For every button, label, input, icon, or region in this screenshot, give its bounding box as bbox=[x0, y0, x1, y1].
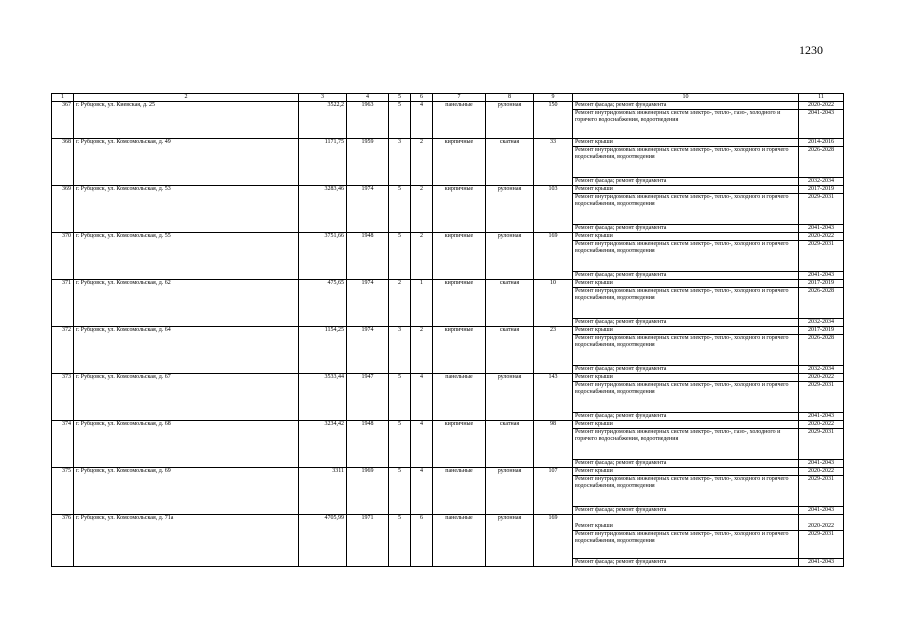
roof-cell: скатная bbox=[486, 327, 534, 374]
repair-work-cell: Ремонт фасада; ремонт фундамента bbox=[573, 413, 799, 421]
address-cell: г. Рубцовск, ул. Комсомольская, д. 69 bbox=[74, 468, 299, 515]
column-header: 8 bbox=[486, 94, 534, 102]
repair-period-cell: 2020-2022 bbox=[799, 515, 844, 531]
year-cell: 1974 bbox=[347, 327, 389, 374]
walls-cell: кирпичные bbox=[433, 233, 486, 280]
repair-work-cell: Ремонт крыши bbox=[573, 327, 799, 335]
entrances-cell: 4 bbox=[411, 374, 433, 421]
year-cell: 1974 bbox=[347, 186, 389, 233]
area-cell: 3234,42 bbox=[299, 421, 347, 468]
entrances-cell: 4 bbox=[411, 102, 433, 139]
floors-cell: 5 bbox=[389, 468, 411, 515]
page-number: 1230 bbox=[799, 43, 823, 57]
repair-work-cell: Ремонт внутридомовых инженерных систем электро-, тепло-, холодного и горячего водоснабжения, водоотведения bbox=[573, 531, 799, 559]
table-row bbox=[52, 327, 844, 335]
walls-cell: кирпичные bbox=[433, 139, 486, 186]
row-number: 371 bbox=[52, 280, 74, 327]
entrances-cell: 1 bbox=[411, 280, 433, 327]
repair-work-cell: Ремонт фасада; ремонт фундамента bbox=[573, 366, 799, 374]
repair-work-cell: Ремонт крыши bbox=[573, 421, 799, 429]
repair-schedule-table bbox=[51, 93, 844, 567]
row-number: 375 bbox=[52, 468, 74, 515]
row-number: 370 bbox=[52, 233, 74, 280]
table-row bbox=[52, 186, 844, 194]
area-cell: 4705,99 bbox=[299, 515, 347, 567]
repair-work-cell: Ремонт крыши bbox=[573, 280, 799, 288]
row-number: 373 bbox=[52, 374, 74, 421]
repair-work-cell: Ремонт фасада; ремонт фундамента bbox=[573, 178, 799, 186]
walls-cell: панельные bbox=[433, 468, 486, 515]
repair-period-cell: 2029-2031 bbox=[799, 194, 844, 225]
entrances-cell: 2 bbox=[411, 233, 433, 280]
column-header: 2 bbox=[74, 94, 299, 102]
year-cell: 1959 bbox=[347, 139, 389, 186]
roof-cell: рулонная bbox=[486, 102, 534, 139]
area-cell: 3533,44 bbox=[299, 374, 347, 421]
table-row bbox=[52, 515, 844, 531]
repair-work-cell: Ремонт внутридомовых инженерных систем электро-, тепло-, газо-, холодного и горячего водоснабжения, водоотведения bbox=[573, 110, 799, 139]
repair-work-cell: Ремонт фасада; ремонт фундамента bbox=[573, 319, 799, 327]
address-cell: г. Рубцовск, ул. Комсомольская, д. 55 bbox=[74, 233, 299, 280]
repair-work-cell: Ремонт внутридомовых инженерных систем электро-, тепло-, холодного и горячего водоснабжения, водоотведения bbox=[573, 476, 799, 507]
roof-cell: скатная bbox=[486, 421, 534, 468]
column-header: 9 bbox=[534, 94, 573, 102]
walls-cell: панельные bbox=[433, 102, 486, 139]
roof-cell: скатная bbox=[486, 139, 534, 186]
apartments-cell: 98 bbox=[534, 421, 573, 468]
table-row bbox=[52, 233, 844, 241]
repair-period-cell: 2026-2028 bbox=[799, 288, 844, 319]
roof-cell: рулонная bbox=[486, 233, 534, 280]
area-cell: 3522,2 bbox=[299, 102, 347, 139]
table-row bbox=[52, 421, 844, 429]
repair-work-cell: Ремонт фасада; ремонт фундамента bbox=[573, 559, 799, 567]
address-cell: г. Рубцовск, ул. Комсомольская, д. 67 bbox=[74, 374, 299, 421]
table-row bbox=[52, 139, 844, 147]
floors-cell: 5 bbox=[389, 233, 411, 280]
repair-work-cell: Ремонт фасада; ремонт фундамента bbox=[573, 272, 799, 280]
repair-period-cell: 2020-2022 bbox=[799, 374, 844, 382]
area-cell: 475,65 bbox=[299, 280, 347, 327]
column-header: 4 bbox=[347, 94, 389, 102]
walls-cell: кирпичные bbox=[433, 327, 486, 374]
apartments-cell: 169 bbox=[534, 515, 573, 567]
address-cell: г. Рубцовск, ул. Киевская, д. 25 bbox=[74, 102, 299, 139]
repair-period-cell: 2029-2031 bbox=[799, 241, 844, 272]
apartments-cell: 169 bbox=[534, 233, 573, 280]
repair-work-cell: Ремонт внутридомовых инженерных систем электро-, тепло-, холодного и горячего водоснабжения, водоотведения bbox=[573, 194, 799, 225]
repair-work-cell: Ремонт фасада; ремонт фундамента bbox=[573, 102, 799, 110]
row-number: 372 bbox=[52, 327, 74, 374]
repair-period-cell: 2029-2031 bbox=[799, 429, 844, 460]
address-cell: г. Рубцовск, ул. Комсомольская, д. 71а bbox=[74, 515, 299, 567]
repair-period-cell: 2032-2034 bbox=[799, 178, 844, 186]
repair-period-cell: 2041-2043 bbox=[799, 225, 844, 233]
area-cell: 3751,66 bbox=[299, 233, 347, 280]
repair-period-cell: 2020-2022 bbox=[799, 102, 844, 110]
table-row bbox=[52, 374, 844, 382]
roof-cell: рулонная bbox=[486, 468, 534, 515]
entrances-cell: 4 bbox=[411, 421, 433, 468]
repair-period-cell: 2029-2031 bbox=[799, 382, 844, 413]
repair-work-cell: Ремонт внутридомовых инженерных систем электро-, тепло-, холодного и горячего водоснабжения, водоотведения bbox=[573, 241, 799, 272]
roof-cell: рулонная bbox=[486, 374, 534, 421]
entrances-cell: 4 bbox=[411, 468, 433, 515]
repair-period-cell: 2026-2028 bbox=[799, 335, 844, 366]
year-cell: 1974 bbox=[347, 280, 389, 327]
address-cell: г. Рубцовск, ул. Комсомольская, д. 64 bbox=[74, 327, 299, 374]
repair-work-cell: Ремонт внутридомовых инженерных систем электро-, тепло-, холодного и горячего водоснабжения, водоотведения bbox=[573, 382, 799, 413]
apartments-cell: 103 bbox=[534, 186, 573, 233]
year-cell: 1971 bbox=[347, 515, 389, 567]
repair-period-cell: 2041-2043 bbox=[799, 559, 844, 567]
repair-period-cell: 2017-2019 bbox=[799, 327, 844, 335]
table-row bbox=[52, 468, 844, 476]
entrances-cell: 2 bbox=[411, 186, 433, 233]
floors-cell: 5 bbox=[389, 186, 411, 233]
apartments-cell: 143 bbox=[534, 374, 573, 421]
repair-work-cell: Ремонт крыши bbox=[573, 515, 799, 531]
repair-work-cell: Ремонт внутридомовых инженерных систем электро-, тепло-, холодного и горячего водоснабжения, водоотведения bbox=[573, 147, 799, 178]
entrances-cell: 2 bbox=[411, 327, 433, 374]
roof-cell: скатная bbox=[486, 280, 534, 327]
repair-period-cell: 2020-2022 bbox=[799, 468, 844, 476]
area-cell: 3311 bbox=[299, 468, 347, 515]
roof-cell: рулонная bbox=[486, 515, 534, 567]
repair-work-cell: Ремонт крыши bbox=[573, 468, 799, 476]
repair-period-cell: 2041-2043 bbox=[799, 507, 844, 515]
repair-work-cell: Ремонт фасада; ремонт фундамента bbox=[573, 507, 799, 515]
repair-period-cell: 2041-2043 bbox=[799, 460, 844, 468]
column-header: 7 bbox=[433, 94, 486, 102]
address-cell: г. Рубцовск, ул. Комсомольская, д. 62 bbox=[74, 280, 299, 327]
apartments-cell: 23 bbox=[534, 327, 573, 374]
column-header: 5 bbox=[389, 94, 411, 102]
column-header: 3 bbox=[299, 94, 347, 102]
repair-period-cell: 2014-2016 bbox=[799, 139, 844, 147]
walls-cell: кирпичные bbox=[433, 280, 486, 327]
repair-period-cell: 2041-2043 bbox=[799, 413, 844, 421]
repair-period-cell: 2029-2031 bbox=[799, 531, 844, 559]
year-cell: 1963 bbox=[347, 102, 389, 139]
repair-work-cell: Ремонт крыши bbox=[573, 139, 799, 147]
address-cell: г. Рубцовск, ул. Комсомольская, д. 53 bbox=[74, 186, 299, 233]
floors-cell: 5 bbox=[389, 421, 411, 468]
address-cell: г. Рубцовск, ул. Комсомольская, д. 68 bbox=[74, 421, 299, 468]
repair-period-cell: 2041-2043 bbox=[799, 110, 844, 139]
repair-work-cell: Ремонт внутридомовых инженерных систем электро-, тепло-, холодного и горячего водоснабжения, водоотведения bbox=[573, 288, 799, 319]
year-cell: 1947 bbox=[347, 374, 389, 421]
repair-work-cell: Ремонт крыши bbox=[573, 233, 799, 241]
row-number: 374 bbox=[52, 421, 74, 468]
table-row bbox=[52, 102, 844, 110]
column-header: 11 bbox=[799, 94, 844, 102]
apartments-cell: 150 bbox=[534, 102, 573, 139]
repair-work-cell: Ремонт фасада; ремонт фундамента bbox=[573, 460, 799, 468]
repair-period-cell: 2032-2034 bbox=[799, 319, 844, 327]
table-row bbox=[52, 280, 844, 288]
area-cell: 1154,25 bbox=[299, 327, 347, 374]
walls-cell: панельные bbox=[433, 515, 486, 567]
repair-period-cell: 2020-2022 bbox=[799, 233, 844, 241]
floors-cell: 3 bbox=[389, 327, 411, 374]
entrances-cell: 6 bbox=[411, 515, 433, 567]
entrances-cell: 2 bbox=[411, 139, 433, 186]
roof-cell: рулонная bbox=[486, 186, 534, 233]
column-number-row bbox=[52, 94, 844, 102]
repair-period-cell: 2041-2043 bbox=[799, 272, 844, 280]
repair-work-cell: Ремонт крыши bbox=[573, 186, 799, 194]
repair-work-cell: Ремонт фасада; ремонт фундамента bbox=[573, 225, 799, 233]
address-cell: г. Рубцовск, ул. Комсомольская, д. 49 bbox=[74, 139, 299, 186]
area-cell: 1171,75 bbox=[299, 139, 347, 186]
repair-period-cell: 2032-2034 bbox=[799, 366, 844, 374]
floors-cell: 5 bbox=[389, 515, 411, 567]
floors-cell: 3 bbox=[389, 139, 411, 186]
column-header: 10 bbox=[573, 94, 799, 102]
repair-period-cell: 2020-2022 bbox=[799, 421, 844, 429]
repair-period-cell: 2017-2019 bbox=[799, 280, 844, 288]
column-header: 1 bbox=[52, 94, 74, 102]
area-cell: 3283,46 bbox=[299, 186, 347, 233]
floors-cell: 2 bbox=[389, 280, 411, 327]
column-header: 6 bbox=[411, 94, 433, 102]
repair-period-cell: 2029-2031 bbox=[799, 476, 844, 507]
walls-cell: панельные bbox=[433, 374, 486, 421]
row-number: 367 bbox=[52, 102, 74, 139]
year-cell: 1948 bbox=[347, 233, 389, 280]
walls-cell: кирпичные bbox=[433, 186, 486, 233]
repair-work-cell: Ремонт внутридомовых инженерных систем электро-, тепло-, холодного и горячего водоснабжения, водоотведения bbox=[573, 335, 799, 366]
table-body bbox=[52, 102, 844, 567]
repair-work-cell: Ремонт внутридомовых инженерных систем электро-, тепло-, газо-, холодного и горячего водоснабжения, водоотведения bbox=[573, 429, 799, 460]
row-number: 376 bbox=[52, 515, 74, 567]
walls-cell: кирпичные bbox=[433, 421, 486, 468]
year-cell: 1948 bbox=[347, 421, 389, 468]
apartments-cell: 107 bbox=[534, 468, 573, 515]
floors-cell: 5 bbox=[389, 102, 411, 139]
row-number: 368 bbox=[52, 139, 74, 186]
row-number: 369 bbox=[52, 186, 74, 233]
repair-period-cell: 2026-2028 bbox=[799, 147, 844, 178]
year-cell: 1969 bbox=[347, 468, 389, 515]
repair-work-cell: Ремонт крыши bbox=[573, 374, 799, 382]
floors-cell: 5 bbox=[389, 374, 411, 421]
repair-period-cell: 2017-2019 bbox=[799, 186, 844, 194]
apartments-cell: 33 bbox=[534, 139, 573, 186]
apartments-cell: 10 bbox=[534, 280, 573, 327]
